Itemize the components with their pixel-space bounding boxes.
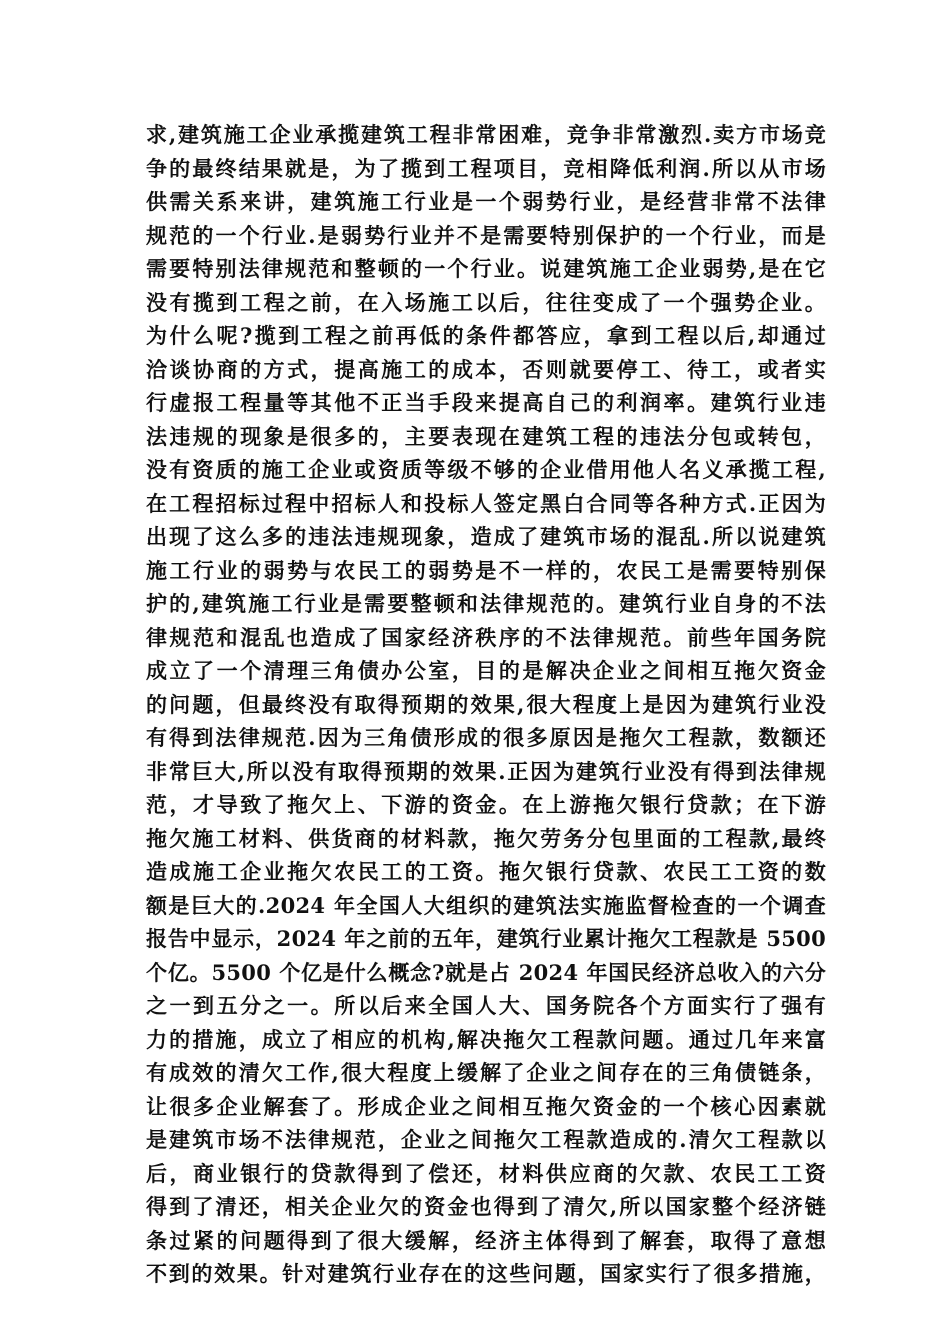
text-line: 护的,建筑施工行业是需要整顿和法律规范的。建筑行业自身的不法 bbox=[146, 591, 826, 616]
text-line: 拖欠施工材料、供货商的材料款，拖欠劳务分包里面的工程款,最终 bbox=[146, 825, 826, 851]
text-line: 条过紧的问题得到了很大缓解，经济主体得到了解套，取得了意想 bbox=[146, 1227, 826, 1253]
text-line: 律规范和混乱也造成了国家经济秩序的不法律规范。前些年国务院 bbox=[146, 624, 826, 650]
text-line: 洽谈协商的方式，提高施工的成本，否则就要停工、待工，或者实 bbox=[146, 356, 826, 382]
text-line: 之一到五分之一。所以后来全国人大、国务院各个方面实行了强有 bbox=[146, 993, 826, 1018]
text-line: 让很多企业解套了。形成企业之间相互拖欠资金的一个核心因素就 bbox=[146, 1093, 826, 1119]
text-line: 有成效的清欠工作,很大程度上缓解了企业之间存在的三角债链条， bbox=[146, 1060, 826, 1085]
text-line: 争的最终结果就是，为了揽到工程项目，竞相降低利润.所以从市场 bbox=[146, 155, 826, 181]
text-line: 在工程招标过程中招标人和投标人签定黑白合同等各种方式.正因为 bbox=[146, 490, 826, 516]
text-line: 得到了清还，相关企业欠的资金也得到了清欠,所以国家整个经济链 bbox=[146, 1194, 826, 1219]
text-line: 施工行业的弱势与农民工的弱势是不一样的，农民工是需要特别保 bbox=[146, 557, 826, 583]
text-line: 没有揽到工程之前，在入场施工以后，往往变成了一个强势企业。 bbox=[146, 289, 826, 315]
text-line: 是建筑市场不法律规范，企业之间拖欠工程款造成的.清欠工程款以 bbox=[146, 1127, 826, 1152]
text-line: 出现了这么多的违法违规现象，造成了建筑市场的混乱.所以说建筑 bbox=[146, 524, 826, 549]
body-paragraph bbox=[146, 118, 826, 1291]
text-line: 供需关系来讲，建筑施工行业是一个弱势行业，是经营非常不法律 bbox=[146, 189, 826, 214]
text-line: 报告中显示，2024 年之前的五年，建筑行业累计拖欠工程款是 5500 bbox=[146, 926, 826, 951]
text-line: 的问题，但最终没有取得预期的效果,很大程度上是因为建筑行业没 bbox=[146, 691, 826, 717]
text-line: 成立了一个清理三角债办公室，目的是解决企业之间相互拖欠资金 bbox=[146, 658, 826, 683]
text-line: 行虚报工程量等其他不正当手段来提高自己的利润率。建筑行业违 bbox=[146, 390, 826, 415]
text-line: 求,建筑施工企业承揽建筑工程非常困难，竞争非常激烈.卖方市场竞 bbox=[146, 122, 826, 147]
text-line: 没有资质的施工企业或资质等级不够的企业借用他人名义承揽工程, bbox=[146, 457, 826, 482]
text-line: 法违规的现象是很多的，主要表现在建筑工程的违法分包或转包， bbox=[146, 423, 826, 449]
text-line: 造成施工企业拖欠农民工的工资。拖欠银行贷款、农民工工资的数 bbox=[146, 859, 826, 884]
text-line: 规范的一个行业.是弱势行业并不是需要特别保护的一个行业，而是 bbox=[146, 222, 826, 248]
text-line: 为什么呢?揽到工程之前再低的条件都答应，拿到工程以后,却通过 bbox=[146, 323, 826, 348]
text-line: 力的措施，成立了相应的机构,解决拖欠工程款问题。通过几年来富 bbox=[146, 1026, 826, 1052]
text-line: 后，商业银行的贷款得到了偿还，材料供应商的欠款、农民工工资 bbox=[146, 1160, 826, 1186]
text-line: 范，才导致了拖欠上、下游的资金。在上游拖欠银行贷款；在下游 bbox=[146, 792, 826, 817]
text-line: 非常巨大,所以没有取得预期的效果.正因为建筑行业没有得到法律规 bbox=[146, 758, 826, 784]
text-line: 个亿。5500 个亿是什么概念?就是占 2024 年国民经济总收入的六分 bbox=[146, 959, 826, 985]
text-line: 额是巨大的.2024 年全国人大组织的建筑法实施监督检查的一个调查 bbox=[146, 892, 826, 918]
text-line: 不到的效果。针对建筑行业存在的这些问题，国家实行了很多措施， bbox=[146, 1261, 826, 1286]
text-line: 有得到法律规范.因为三角债形成的很多原因是拖欠工程款，数额还 bbox=[146, 725, 826, 750]
text-line: 需要特别法律规范和整顿的一个行业。说建筑施工企业弱势,是在它 bbox=[146, 256, 826, 281]
